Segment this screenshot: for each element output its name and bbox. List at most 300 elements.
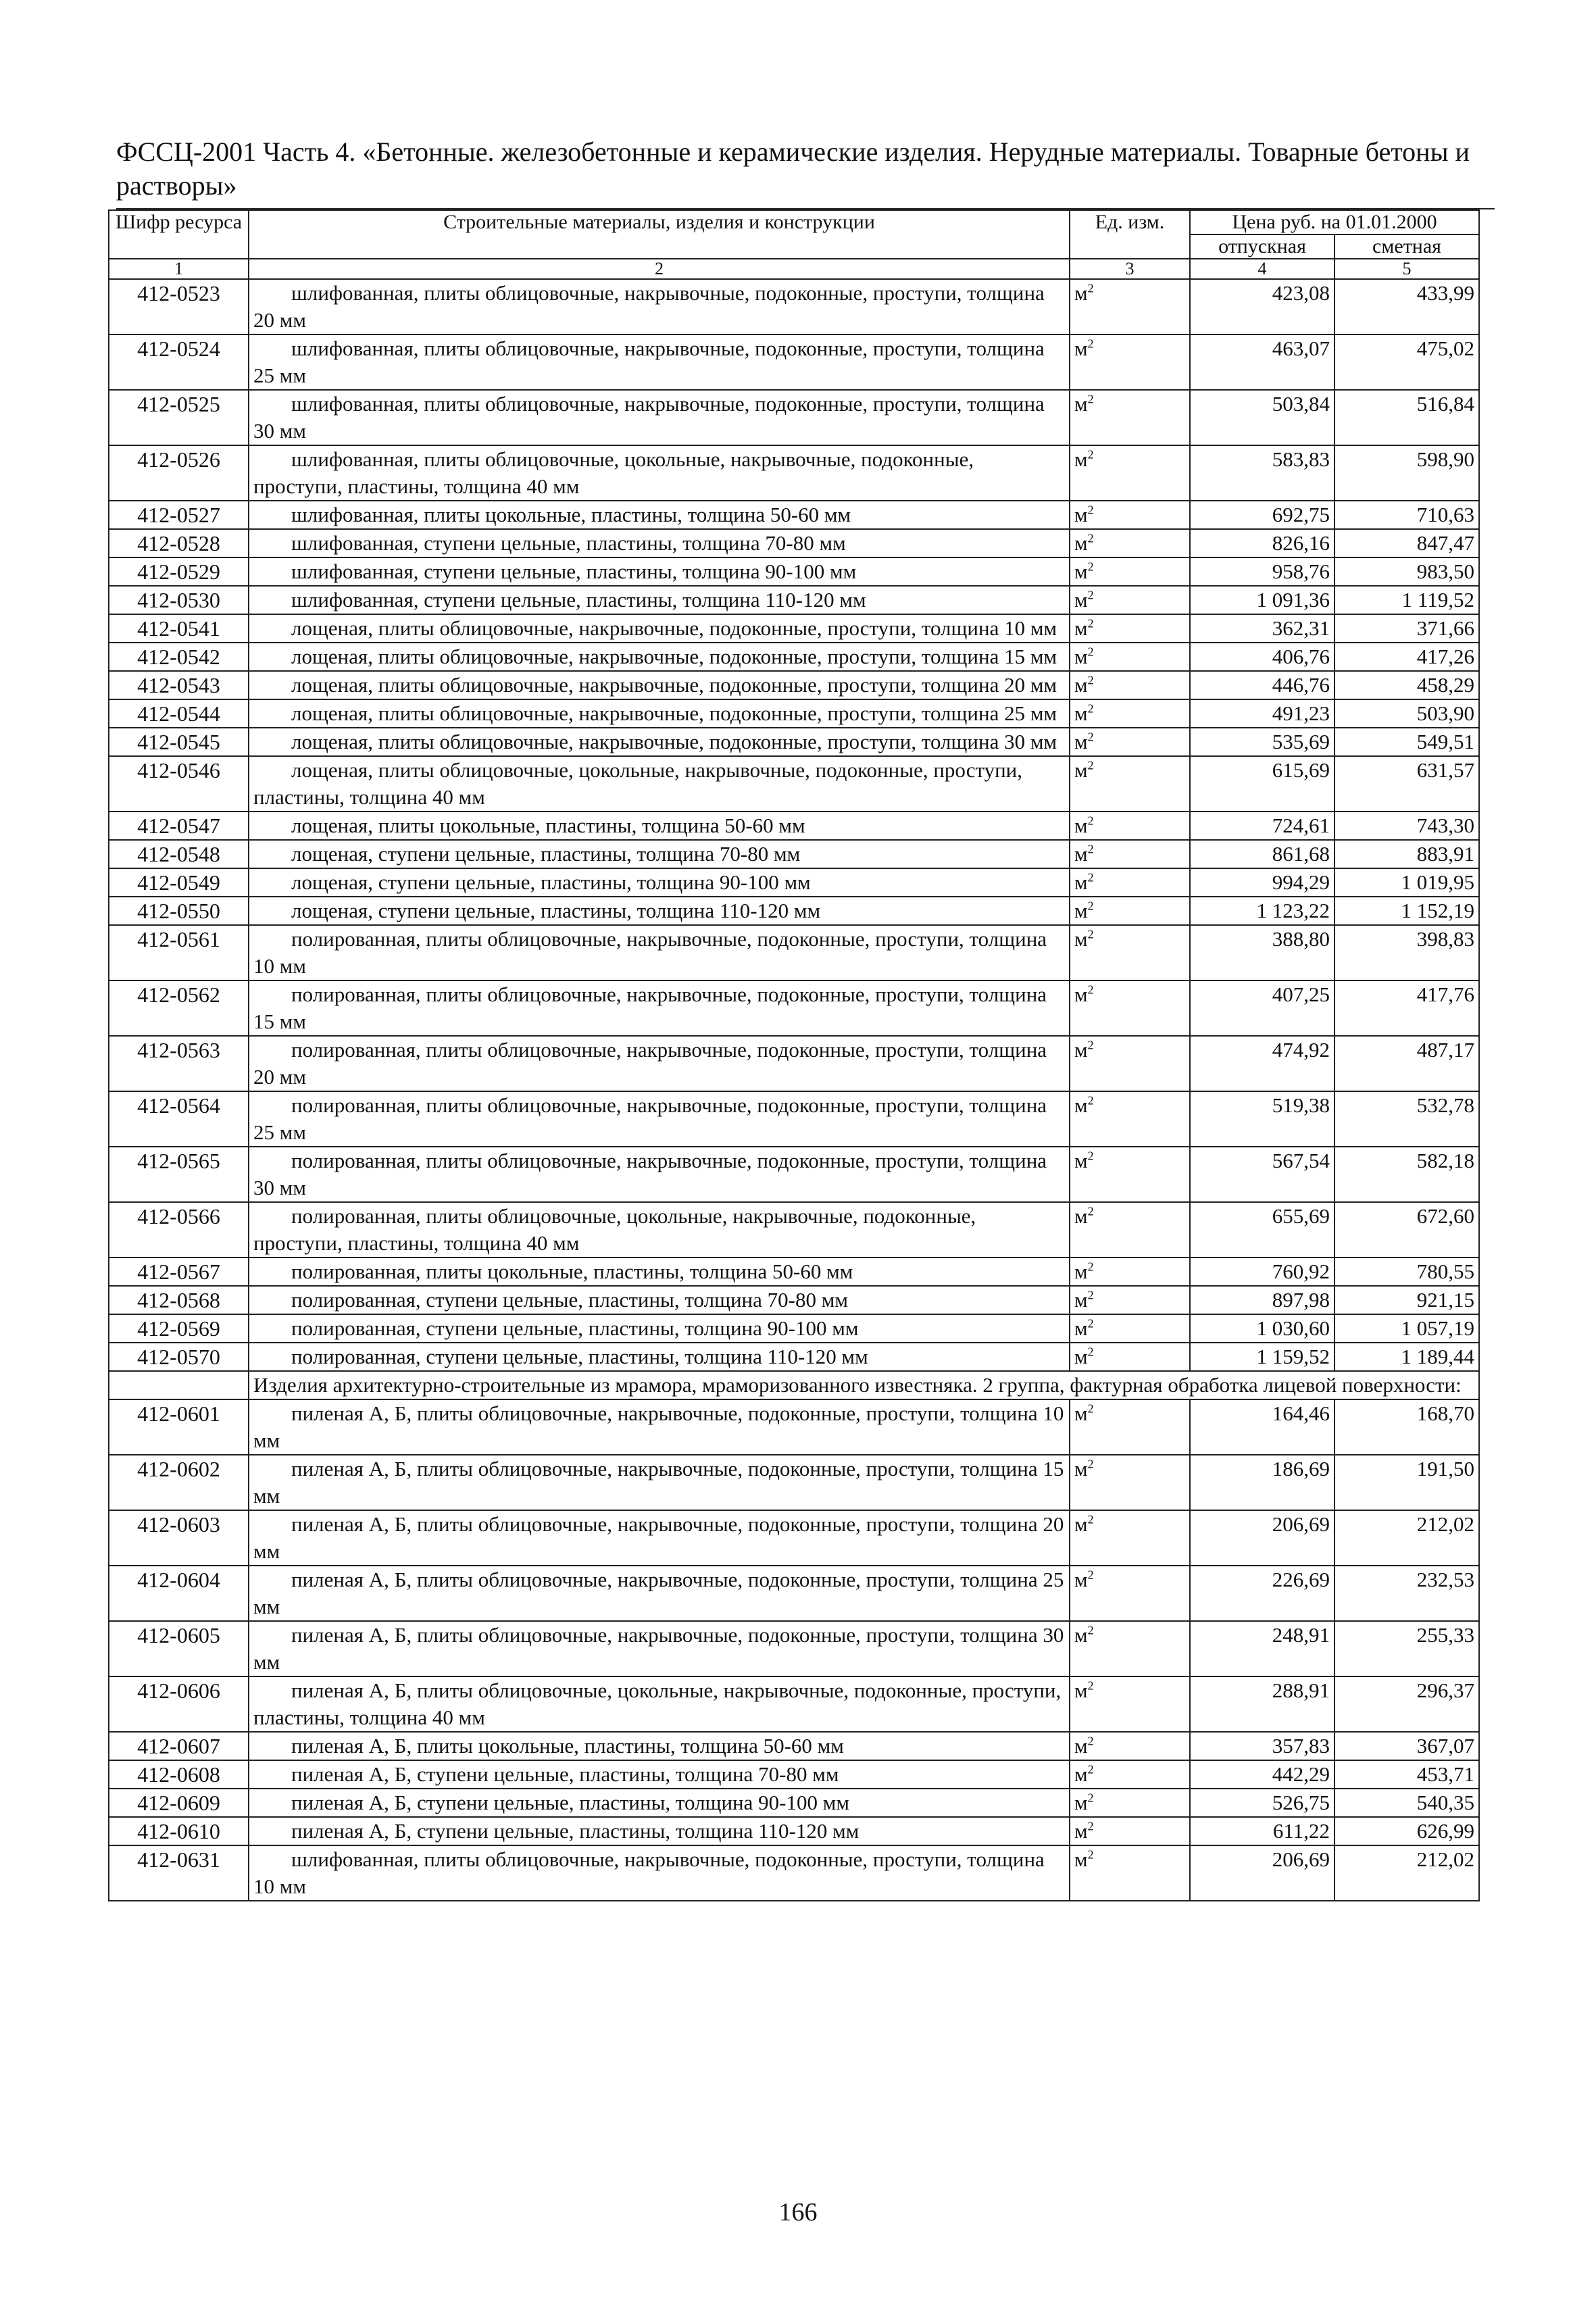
unit-exponent: 2 [1087,982,1094,997]
table-row [109,980,1479,1036]
release-price-cell: 994,29 [1190,868,1335,897]
release-price-cell: 1 159,52 [1190,1343,1335,1371]
unit-exponent: 2 [1087,1288,1094,1302]
code-cell: 412-0609 [109,1789,249,1817]
description-cell: полированная, плиты облицовочные, накрывочные, подоконные, проступи, толщина 30 мм [249,1147,1070,1202]
release-price-cell: 826,16 [1190,529,1335,557]
unit-exponent: 2 [1087,1260,1094,1274]
page-number: 166 [778,2198,818,2226]
release-price-cell: 760,92 [1190,1258,1335,1286]
table-row [109,1760,1479,1789]
description-cell: пиленая А, Б, плиты облицовочные, накрывочные, подоконные, проступи, толщина 20 мм [249,1510,1070,1566]
description-cell: лощеная, плиты облицовочные, цокольные, накрывочные, подоконные, проступи, пластины, толщина 40 мм [249,756,1070,812]
release-price-cell: 503,84 [1190,390,1335,445]
table-row [109,445,1479,501]
header-materials: Строительные материалы, изделия и конструкции [249,210,1070,259]
release-price-cell: 407,25 [1190,980,1335,1036]
description-cell: полированная, плиты цокольные, пластины, толщина 50-60 мм [249,1258,1070,1286]
unit-exponent: 2 [1087,701,1094,716]
unit-exponent: 2 [1087,588,1094,602]
code-cell: 412-0526 [109,445,249,501]
table-row [109,868,1479,897]
unit-exponent: 2 [1087,730,1094,744]
estimate-price-cell: 847,47 [1335,529,1479,557]
unit-exponent: 2 [1087,1457,1094,1471]
table-row [109,1343,1479,1371]
table-row [109,1566,1479,1621]
unit-exponent: 2 [1087,1401,1094,1416]
release-price-cell: 583,83 [1190,445,1335,501]
code-cell: 412-0561 [109,925,249,980]
code-cell: 412-0603 [109,1510,249,1566]
release-price-cell: 526,75 [1190,1789,1335,1817]
unit-base: м [1074,559,1088,583]
unit-cell [1070,812,1190,840]
unit-exponent: 2 [1087,281,1094,295]
unit-cell [1070,279,1190,334]
estimate-price-cell: 1 019,95 [1335,868,1479,897]
unit-base: м [1074,503,1088,526]
estimate-price-cell: 532,78 [1335,1091,1479,1147]
unit-exponent: 2 [1087,814,1094,828]
unit-exponent: 2 [1087,1734,1094,1748]
unit-cell [1070,1399,1190,1455]
unit-cell [1070,1510,1190,1566]
description-cell: лощеная, плиты облицовочные, накрывочные, подоконные, проступи, толщина 20 мм [249,671,1070,699]
table-row [109,1036,1479,1091]
code-cell: 412-0570 [109,1343,249,1371]
code-cell: 412-0529 [109,557,249,586]
release-price-cell: 423,08 [1190,279,1335,334]
table-row [109,334,1479,390]
table-row [109,614,1479,643]
release-price-cell: 442,29 [1190,1760,1335,1789]
code-cell: 412-0565 [109,1147,249,1202]
code-cell: 412-0528 [109,529,249,557]
estimate-price-cell: 398,83 [1335,925,1479,980]
unit-base: м [1074,814,1088,837]
description-cell: полированная, ступени цельные, пластины, толщина 90-100 мм [249,1314,1070,1343]
unit-base: м [1074,1288,1088,1312]
column-number: 2 [249,259,1070,279]
estimate-price-cell: 983,50 [1335,557,1479,586]
release-price-cell: 288,91 [1190,1676,1335,1732]
code-cell: 412-0566 [109,1202,249,1258]
release-price-cell: 519,38 [1190,1091,1335,1147]
price-table [108,209,1480,1901]
release-price-cell: 1 030,60 [1190,1314,1335,1343]
unit-exponent: 2 [1087,559,1094,574]
code-cell: 412-0608 [109,1760,249,1789]
estimate-price-cell: 710,63 [1335,501,1479,529]
unit-base: м [1074,1093,1088,1117]
unit-cell [1070,586,1190,614]
estimate-price-cell: 549,51 [1335,728,1479,756]
description-cell: пиленая А, Б, плиты облицовочные, цокольные, накрывочные, подоконные, проступи, пластины, толщина 40 мм [249,1676,1070,1732]
unit-exponent: 2 [1087,870,1094,885]
code-cell [109,1371,249,1399]
unit-base: м [1074,730,1088,753]
unit-cell [1070,840,1190,868]
unit-exponent: 2 [1087,1149,1094,1163]
unit-cell [1070,1566,1190,1621]
release-price-cell: 692,75 [1190,501,1335,529]
unit-cell [1070,1789,1190,1817]
code-cell: 412-0547 [109,812,249,840]
unit-base: м [1074,1401,1088,1425]
unit-cell [1070,1147,1190,1202]
release-price-cell: 446,76 [1190,671,1335,699]
code-cell: 412-0543 [109,671,249,699]
unit-cell [1070,1258,1190,1286]
estimate-price-cell: 672,60 [1335,1202,1479,1258]
description-cell: пиленая А, Б, плиты облицовочные, накрывочные, подоконные, проступи, толщина 30 мм [249,1621,1070,1676]
description-cell: лощеная, ступени цельные, пластины, толщина 90-100 мм [249,868,1070,897]
release-price-cell: 362,31 [1190,614,1335,643]
code-cell: 412-0563 [109,1036,249,1091]
unit-base: м [1074,842,1088,866]
header-estimate-price: сметная [1335,234,1479,259]
unit-cell [1070,1817,1190,1845]
release-price-cell: 474,92 [1190,1036,1335,1091]
unit-cell [1070,1455,1190,1510]
estimate-price-cell: 417,26 [1335,643,1479,671]
table-row [109,557,1479,586]
description-cell: полированная, ступени цельные, пластины, толщина 110-120 мм [249,1343,1070,1371]
unit-base: м [1074,645,1088,668]
estimate-price-cell: 475,02 [1335,334,1479,390]
table-row [109,1676,1479,1732]
group-title: Изделия архитектурно-строительные из мрамора, мраморизованного известняка. 2 группа, фактурная обработка лицевой поверхности: [249,1371,1479,1399]
estimate-price-cell: 743,30 [1335,812,1479,840]
unit-base: м [1074,982,1088,1006]
description-cell: полированная, плиты облицовочные, накрывочные, подоконные, проступи, толщина 15 мм [249,980,1070,1036]
code-cell: 412-0604 [109,1566,249,1621]
header-unit: Ед. изм. [1070,210,1190,259]
code-cell: 412-0610 [109,1817,249,1845]
unit-exponent: 2 [1087,616,1094,630]
estimate-price-cell: 626,99 [1335,1817,1479,1845]
description-cell: шлифованная, плиты облицовочные, накрывочные, подоконные, проступи, толщина 10 мм [249,1845,1070,1901]
unit-exponent: 2 [1087,531,1094,545]
estimate-price-cell: 516,84 [1335,390,1479,445]
unit-cell [1070,1676,1190,1732]
header-code: Шифр ресурса [109,210,249,259]
table-row [109,643,1479,671]
table-row [109,501,1479,529]
code-cell: 412-0544 [109,699,249,728]
unit-exponent: 2 [1087,1345,1094,1359]
unit-base: м [1074,1568,1088,1591]
unit-base: м [1074,870,1088,894]
release-price-cell: 897,98 [1190,1286,1335,1314]
group-header-row [109,1371,1479,1399]
estimate-price-cell: 255,33 [1335,1621,1479,1676]
unit-cell [1070,868,1190,897]
unit-exponent: 2 [1087,1762,1094,1776]
description-cell: пиленая А, Б, плиты облицовочные, накрывочные, подоконные, проступи, толщина 10 мм [249,1399,1070,1455]
column-number: 3 [1070,259,1190,279]
code-cell: 412-0631 [109,1845,249,1901]
description-cell: шлифованная, плиты цокольные, пластины, толщина 50-60 мм [249,501,1070,529]
estimate-price-cell: 921,15 [1335,1286,1479,1314]
unit-exponent: 2 [1087,1678,1094,1693]
unit-base: м [1074,1260,1088,1283]
description-cell: пиленая А, Б, плиты цокольные, пластины, толщина 50-60 мм [249,1732,1070,1760]
unit-cell [1070,390,1190,445]
unit-exponent: 2 [1087,337,1094,351]
table-row [109,925,1479,980]
table-row [109,1399,1479,1455]
unit-base: м [1074,758,1088,782]
code-cell: 412-0569 [109,1314,249,1343]
table-row [109,840,1479,868]
code-cell: 412-0541 [109,614,249,643]
unit-cell [1070,728,1190,756]
unit-base: м [1074,588,1088,612]
table-row [109,1510,1479,1566]
release-price-cell: 1 123,22 [1190,897,1335,925]
table-row [109,756,1479,812]
unit-base: м [1074,1512,1088,1536]
estimate-price-cell: 168,70 [1335,1399,1479,1455]
estimate-price-cell: 487,17 [1335,1036,1479,1091]
column-number: 4 [1190,259,1335,279]
code-cell: 412-0607 [109,1732,249,1760]
unit-cell [1070,1621,1190,1676]
estimate-price-cell: 296,37 [1335,1676,1479,1732]
estimate-price-cell: 232,53 [1335,1566,1479,1621]
description-cell: лощеная, плиты облицовочные, накрывочные, подоконные, проступи, толщина 25 мм [249,699,1070,728]
code-cell: 412-0525 [109,390,249,445]
unit-cell [1070,897,1190,925]
unit-base: м [1074,1623,1088,1647]
estimate-price-cell: 582,18 [1335,1147,1479,1202]
table-row [109,1789,1479,1817]
code-cell: 412-0567 [109,1258,249,1286]
estimate-price-cell: 883,91 [1335,840,1479,868]
estimate-price-cell: 631,57 [1335,756,1479,812]
unit-cell [1070,1732,1190,1760]
estimate-price-cell: 1 057,19 [1335,1314,1479,1343]
unit-exponent: 2 [1087,1623,1094,1637]
document-title: ФССЦ-2001 Часть 4. «Бетонные. железобетонные и керамические изделия. Нерудные материалы. Товарные бетоны и растворы» [116,136,1470,201]
estimate-price-cell: 598,90 [1335,445,1479,501]
header-release-price: отпускная [1190,234,1335,259]
description-cell: пиленая А, Б, плиты облицовочные, накрывочные, подоконные, проступи, толщина 25 мм [249,1566,1070,1621]
unit-exponent: 2 [1087,927,1094,941]
unit-cell [1070,1036,1190,1091]
unit-base: м [1074,281,1088,305]
release-price-cell: 1 091,36 [1190,586,1335,614]
description-cell: лощеная, плиты цокольные, пластины, толщина 50-60 мм [249,812,1070,840]
unit-base: м [1074,673,1088,697]
description-cell: полированная, плиты облицовочные, накрывочные, подоконные, проступи, толщина 25 мм [249,1091,1070,1147]
code-cell: 412-0606 [109,1676,249,1732]
unit-base: м [1074,531,1088,555]
unit-exponent: 2 [1087,1819,1094,1833]
description-cell: лощеная, ступени цельные, пластины, толщина 110-120 мм [249,897,1070,925]
unit-base: м [1074,1762,1088,1786]
unit-cell [1070,1343,1190,1371]
release-price-cell: 388,80 [1190,925,1335,980]
unit-base: м [1074,1316,1088,1340]
release-price-cell: 248,91 [1190,1621,1335,1676]
unit-base: м [1074,1847,1088,1871]
column-number: 1 [109,259,249,279]
table-row [109,1732,1479,1760]
unit-cell [1070,614,1190,643]
table-row [109,728,1479,756]
code-cell: 412-0530 [109,586,249,614]
description-cell: полированная, плиты облицовочные, накрывочные, подоконные, проступи, толщина 10 мм [249,925,1070,980]
code-cell: 412-0568 [109,1286,249,1314]
unit-base: м [1074,1791,1088,1814]
description-cell: лощеная, плиты облицовочные, накрывочные, подоконные, проступи, толщина 15 мм [249,643,1070,671]
release-price-cell: 406,76 [1190,643,1335,671]
release-price-cell: 567,54 [1190,1147,1335,1202]
unit-base: м [1074,392,1088,416]
unit-cell [1070,643,1190,671]
description-cell: лощеная, плиты облицовочные, накрывочные, подоконные, проступи, толщина 30 мм [249,728,1070,756]
unit-exponent: 2 [1087,1512,1094,1526]
table-row [109,812,1479,840]
unit-base: м [1074,447,1088,471]
description-cell: пиленая А, Б, ступени цельные, пластины, толщина 110-120 мм [249,1817,1070,1845]
estimate-price-cell: 417,76 [1335,980,1479,1036]
release-price-cell: 164,46 [1190,1399,1335,1455]
release-price-cell: 724,61 [1190,812,1335,840]
release-price-cell: 226,69 [1190,1566,1335,1621]
unit-cell [1070,1091,1190,1147]
unit-exponent: 2 [1087,1093,1094,1107]
unit-cell [1070,925,1190,980]
table-row [109,1455,1479,1510]
description-cell: шлифованная, плиты облицовочные, накрывочные, подоконные, проступи, толщина 30 мм [249,390,1070,445]
unit-exponent: 2 [1087,503,1094,517]
table-row [109,586,1479,614]
table-row [109,671,1479,699]
unit-base: м [1074,899,1088,922]
unit-cell [1070,529,1190,557]
unit-exponent: 2 [1087,1204,1094,1218]
unit-cell [1070,1202,1190,1258]
unit-cell [1070,699,1190,728]
header-price: Цена руб. на 01.01.2000 [1190,210,1479,234]
release-price-cell: 463,07 [1190,334,1335,390]
release-price-cell: 615,69 [1190,756,1335,812]
code-cell: 412-0605 [109,1621,249,1676]
table-row [109,1621,1479,1676]
estimate-price-cell: 371,66 [1335,614,1479,643]
unit-exponent: 2 [1087,673,1094,687]
release-price-cell: 206,69 [1190,1845,1335,1901]
column-number: 5 [1335,259,1479,279]
estimate-price-cell: 191,50 [1335,1455,1479,1510]
unit-base: м [1074,616,1088,640]
unit-exponent: 2 [1087,447,1094,462]
unit-base: м [1074,1457,1088,1480]
description-cell: шлифованная, ступени цельные, пластины, толщина 110-120 мм [249,586,1070,614]
estimate-price-cell: 453,71 [1335,1760,1479,1789]
unit-cell [1070,980,1190,1036]
description-cell: лощеная, ступени цельные, пластины, толщина 70-80 мм [249,840,1070,868]
estimate-price-cell: 433,99 [1335,279,1479,334]
table-row [109,279,1479,334]
code-cell: 412-0550 [109,897,249,925]
estimate-price-cell: 540,35 [1335,1789,1479,1817]
table-row [109,390,1479,445]
code-cell: 412-0527 [109,501,249,529]
unit-exponent: 2 [1087,899,1094,913]
table-row [109,529,1479,557]
description-cell: пиленая А, Б, ступени цельные, пластины, толщина 70-80 мм [249,1760,1070,1789]
estimate-price-cell: 1 119,52 [1335,586,1479,614]
description-cell: шлифованная, ступени цельные, пластины, толщина 70-80 мм [249,529,1070,557]
unit-exponent: 2 [1087,1847,1094,1862]
table-row [109,1314,1479,1343]
unit-exponent: 2 [1087,842,1094,856]
description-cell: полированная, плиты облицовочные, цокольные, накрывочные, подоконные, проступи, пластины, толщина 40 мм [249,1202,1070,1258]
table-row [109,1202,1479,1258]
unit-cell [1070,1845,1190,1901]
unit-cell [1070,1286,1190,1314]
release-price-cell: 357,83 [1190,1732,1335,1760]
unit-base: м [1074,337,1088,360]
unit-exponent: 2 [1087,1316,1094,1330]
unit-base: м [1074,1819,1088,1843]
unit-exponent: 2 [1087,645,1094,659]
unit-base: м [1074,1678,1088,1702]
table-row [109,1817,1479,1845]
description-cell: шлифованная, плиты облицовочные, цокольные, накрывочные, подоконные, проступи, пластины, толщина 40 мм [249,445,1070,501]
unit-cell [1070,1760,1190,1789]
estimate-price-cell: 1 189,44 [1335,1343,1479,1371]
table-row [109,897,1479,925]
estimate-price-cell: 458,29 [1335,671,1479,699]
description-cell: шлифованная, ступени цельные, пластины, толщина 90-100 мм [249,557,1070,586]
estimate-price-cell: 212,02 [1335,1845,1479,1901]
unit-base: м [1074,701,1088,725]
unit-base: м [1074,1038,1088,1062]
release-price-cell: 655,69 [1190,1202,1335,1258]
description-cell: лощеная, плиты облицовочные, накрывочные, подоконные, проступи, толщина 10 мм [249,614,1070,643]
code-cell: 412-0549 [109,868,249,897]
unit-base: м [1074,1149,1088,1172]
release-price-cell: 958,76 [1190,557,1335,586]
description-cell: полированная, плиты облицовочные, накрывочные, подоконные, проступи, толщина 20 мм [249,1036,1070,1091]
unit-exponent: 2 [1087,758,1094,772]
unit-cell [1070,671,1190,699]
description-cell: шлифованная, плиты облицовочные, накрывочные, подоконные, проступи, толщина 20 мм [249,279,1070,334]
estimate-price-cell: 367,07 [1335,1732,1479,1760]
unit-base: м [1074,1204,1088,1228]
release-price-cell: 535,69 [1190,728,1335,756]
release-price-cell: 611,22 [1190,1817,1335,1845]
unit-cell [1070,334,1190,390]
code-cell: 412-0602 [109,1455,249,1510]
release-price-cell: 491,23 [1190,699,1335,728]
code-cell: 412-0564 [109,1091,249,1147]
unit-base: м [1074,1345,1088,1368]
unit-exponent: 2 [1087,1038,1094,1052]
table-body [109,279,1479,1901]
unit-cell [1070,501,1190,529]
estimate-price-cell: 212,02 [1335,1510,1479,1566]
unit-cell [1070,445,1190,501]
table-row [109,1258,1479,1286]
table-row [109,1845,1479,1901]
